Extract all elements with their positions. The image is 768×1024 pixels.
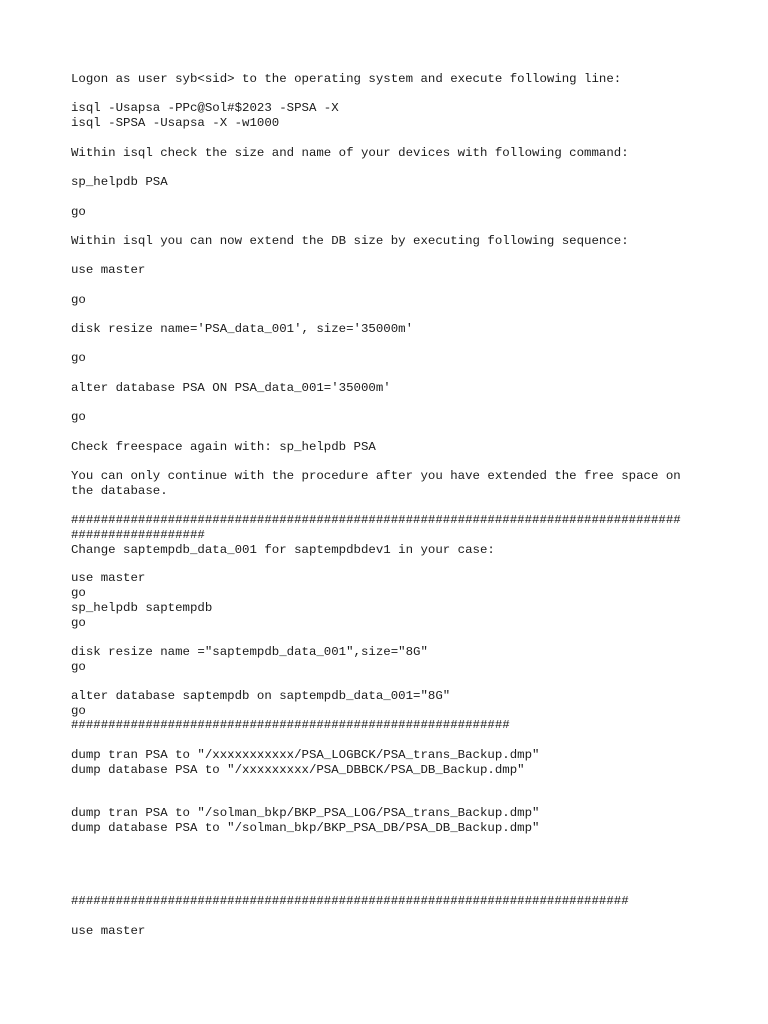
text-line: Within isql you can now extend the DB size by executing following sequence: <box>71 234 629 248</box>
text-line: Logon as user syb<sid> to the operating system and execute following line: <box>71 72 622 86</box>
code-line: disk resize name ="saptempdb_data_001",size="8G" <box>71 645 428 659</box>
text-line: Change saptempdb_data_001 for saptempdbdev1 in your case: <box>71 543 495 557</box>
code-line: sp_helpdb PSA <box>71 175 168 189</box>
separator-line: ################## <box>71 528 205 542</box>
code-line: dump database PSA to "/xxxxxxxxx/PSA_DBBCK/PSA_DB_Backup.dmp" <box>71 763 525 777</box>
code-line: go <box>71 351 86 365</box>
code-line: dump tran PSA to "/solman_bkp/BKP_PSA_LOG/PSA_trans_Backup.dmp" <box>71 806 540 820</box>
text-line: You can only continue with the procedure after you have extended the free space on <box>71 469 681 483</box>
separator-line: ################################################################################## <box>71 513 681 527</box>
code-line: go <box>71 616 86 630</box>
code-line: go <box>71 205 86 219</box>
code-line: sp_helpdb saptempdb <box>71 601 213 615</box>
code-line: isql -Usapsa -PPc@Sol#$2023 -SPSA -X <box>71 101 339 115</box>
code-line: use master <box>71 263 146 277</box>
code-line: dump database PSA to "/solman_bkp/BKP_PSA_DB/PSA_DB_Backup.dmp" <box>71 821 540 835</box>
code-line: go <box>71 660 86 674</box>
separator-line: ########################################################################### <box>71 894 629 908</box>
code-line: dump tran PSA to "/xxxxxxxxxxx/PSA_LOGBCK/PSA_trans_Backup.dmp" <box>71 748 540 762</box>
code-line: go <box>71 293 86 307</box>
text-line: Check freespace again with: sp_helpdb PSA <box>71 440 376 454</box>
text-line: the database. <box>71 484 168 498</box>
separator-line: ########################################################### <box>71 718 510 732</box>
code-line: use master <box>71 571 146 585</box>
code-line: go <box>71 586 86 600</box>
code-line: go <box>71 704 86 718</box>
code-line: alter database saptempdb on saptempdb_data_001="8G" <box>71 689 451 703</box>
code-line: isql -SPSA -Usapsa -X -w1000 <box>71 116 280 130</box>
text-line: Within isql check the size and name of your devices with following command: <box>71 146 629 160</box>
code-line: alter database PSA ON PSA_data_001='35000m' <box>71 381 391 395</box>
code-line: go <box>71 410 86 424</box>
code-line: disk resize name='PSA_data_001', size='35000m' <box>71 322 414 336</box>
code-line: use master <box>71 924 146 938</box>
